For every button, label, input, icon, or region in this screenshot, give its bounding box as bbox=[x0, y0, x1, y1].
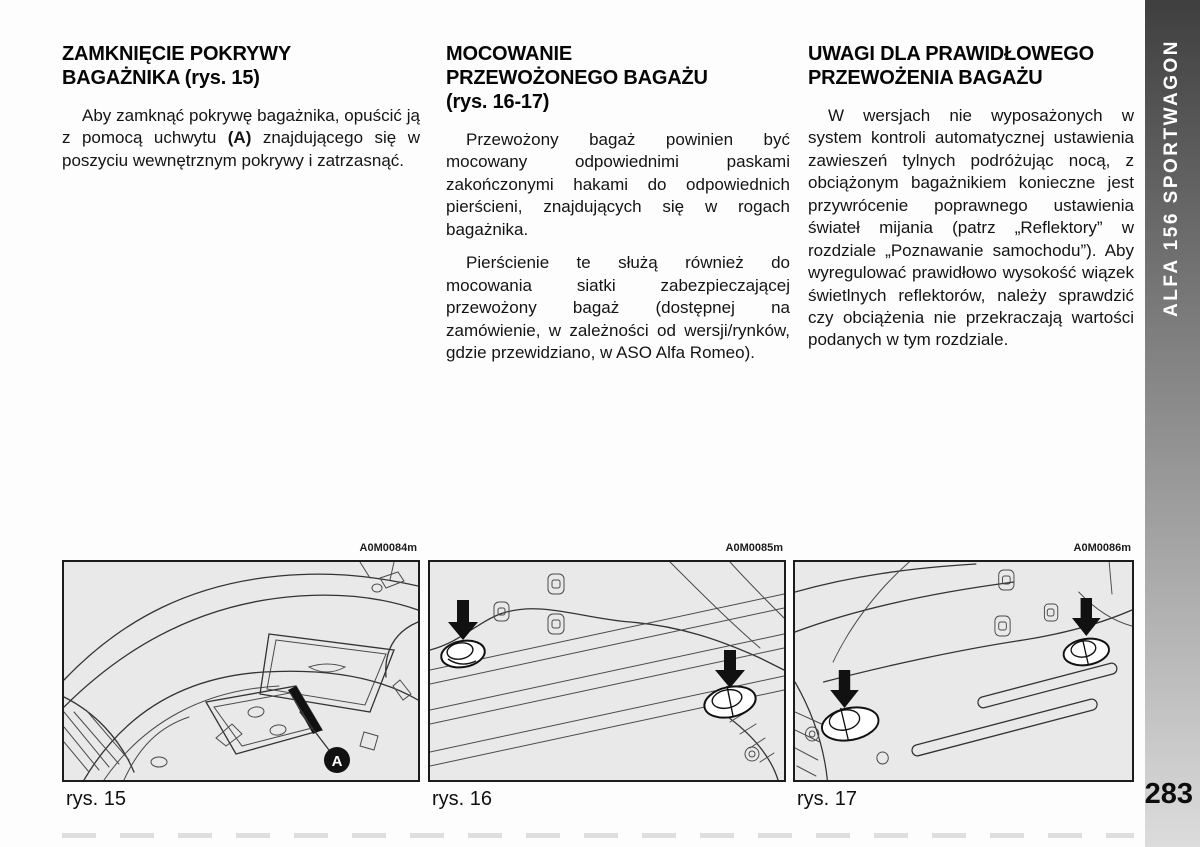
down-arrow-icon bbox=[830, 670, 859, 708]
tie-down-ring bbox=[819, 703, 881, 745]
column-closing-boot-lid bbox=[62, 42, 420, 183]
trunk-line-art bbox=[64, 562, 418, 780]
figure-caption: rys. 17 bbox=[797, 788, 858, 810]
figure-caption: rys. 16 bbox=[432, 788, 493, 810]
trunk-floor-illustration bbox=[430, 562, 784, 780]
heading-line: ZAMKNIĘCIE POKRYWY bbox=[62, 43, 291, 65]
column-securing-luggage bbox=[446, 42, 790, 375]
section-heading bbox=[446, 42, 790, 114]
paragraph: Przewożony bagaż powinien być mocowany odpowiednimi paskami zakończonymi hakami do odpowiednich pierścieni, znajdujących się w rogach bagażnika. bbox=[446, 130, 790, 239]
heading-line: (rys. 16-17) bbox=[446, 91, 550, 113]
figure-code: A0M0086m bbox=[1073, 542, 1131, 554]
page-number: 283 bbox=[1144, 778, 1193, 810]
trunk-floor-illustration bbox=[795, 562, 1132, 780]
down-arrow-icon bbox=[1072, 598, 1101, 636]
heading-line: BAGAŻNIKA (rys. 15) bbox=[62, 67, 260, 89]
section-body bbox=[62, 105, 420, 172]
callout-letter: A bbox=[331, 753, 343, 770]
handle-trim-part bbox=[206, 686, 322, 754]
section-heading bbox=[62, 42, 420, 90]
callout-a-badge bbox=[300, 712, 350, 773]
trunk-lid-illustration bbox=[64, 562, 418, 780]
section-heading bbox=[808, 42, 1134, 90]
down-arrow-icon bbox=[715, 650, 745, 688]
scan-artifact-strip bbox=[62, 833, 1134, 838]
heading-line: UWAGI DLA PRAWIDŁOWEGO bbox=[808, 43, 1094, 65]
paragraph: Pierścienie te służą również do mocowania siatki zabezpieczającej przewożony bagaż (dostępnej na zamówienie, w zależności od wersji/rynków, gdzie przewidziano, w ASO Alfa Romeo). bbox=[446, 253, 790, 362]
chapter-sidebar bbox=[1145, 0, 1200, 847]
callout-reference: (A) bbox=[227, 128, 252, 148]
heading-line: PRZEWOŻENIA BAGAŻU bbox=[808, 67, 1043, 89]
tie-down-ring bbox=[1062, 636, 1111, 668]
tie-down-ring bbox=[439, 637, 487, 670]
heading-line: PRZEWOŻONEGO BAGAŻU bbox=[446, 67, 708, 89]
section-body bbox=[808, 105, 1134, 352]
heading-line: MOCOWANIE bbox=[446, 43, 572, 65]
figure-frame bbox=[428, 560, 786, 782]
chapter-title-vertical: ALFA 156 SPORTWAGON bbox=[1161, 39, 1182, 317]
figure-code: A0M0084m bbox=[359, 542, 417, 554]
figure-caption: rys. 15 bbox=[66, 788, 127, 810]
column-carrying-notes bbox=[808, 42, 1134, 363]
paragraph-text: znajdującego się w poszyciu wewnętrznym pokrywy i zatrzasnąć. bbox=[62, 128, 420, 170]
paragraph-text: Aby zamknąć pokrywę bagażnika, opuścić ją z pomocą uchwytu bbox=[62, 106, 420, 148]
figure-frame bbox=[62, 560, 420, 782]
figure-rys-16 bbox=[428, 541, 786, 811]
figure-frame bbox=[793, 560, 1134, 782]
section-body bbox=[446, 129, 790, 364]
figure-code: A0M0085m bbox=[725, 542, 783, 554]
figure-rys-15 bbox=[62, 541, 420, 811]
paragraph: W wersjach nie wyposażonych w system kontroli automatycznej ustawienia zawieszeń tylnych podróżując nocą, z obciążonym bagażnikiem konieczne jest przywrócenie poprawnego ustawienia świateł mijania (patrz „Reflektory” w rozdziale „Poznawanie samochodu”). Aby wyregulować prawidłowo wysokość wiązek świetlnych reflektorów, należy sprawdzić czy obciążenia nie przekraczają wartości podanych w tym rozdziale. bbox=[808, 106, 1134, 350]
figure-rys-17 bbox=[793, 541, 1134, 811]
down-arrow-icon bbox=[448, 600, 478, 640]
paragraph bbox=[62, 105, 420, 172]
